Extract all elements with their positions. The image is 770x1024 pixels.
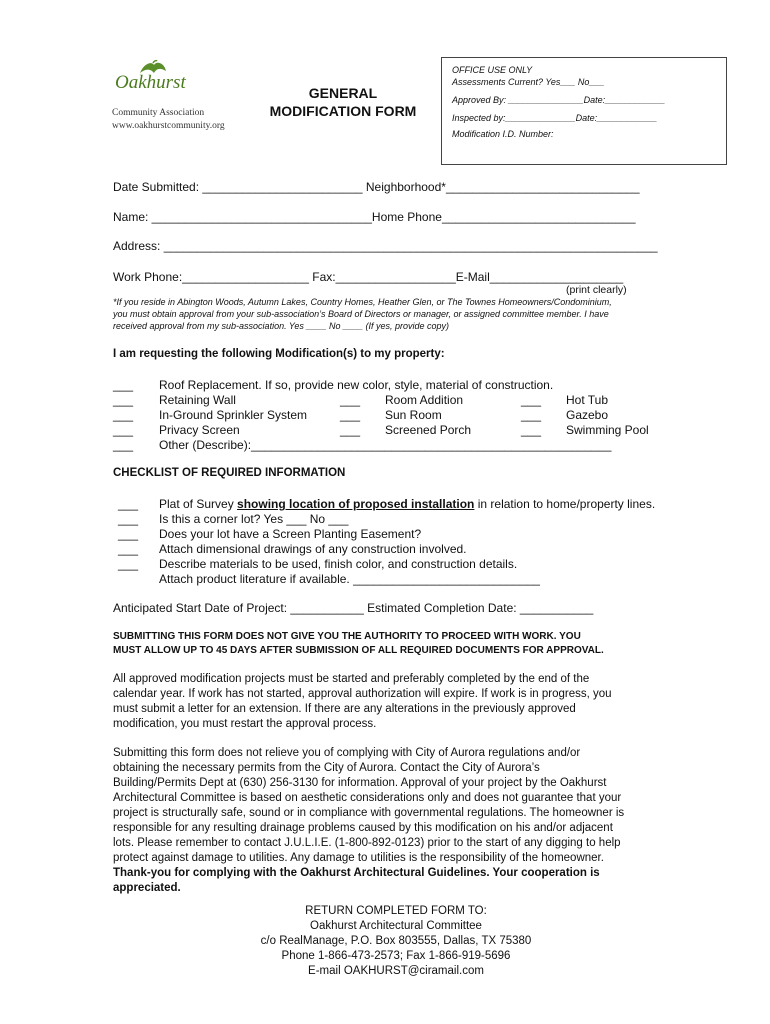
plat-text-c: in relation to home/property lines.: [474, 497, 656, 511]
return-phone-fax: Phone 1-866-473-2573; Fax 1-866-919-5696: [281, 950, 511, 962]
plat-checkbox[interactable]: ___: [118, 497, 139, 511]
project-dates-field[interactable]: Anticipated Start Date of Project: ___________ Estimated Completion Date: ___________: [113, 601, 594, 615]
para2-line: obtaining the necessary permits from the City of Aurora. Contact the City of Aurora’s: [113, 762, 540, 774]
materials-checkbox[interactable]: ___: [118, 557, 139, 571]
retaining-wall-label: Retaining Wall: [159, 393, 236, 407]
materials-label: Describe materials to be used, finish color, and construction details.: [159, 557, 518, 571]
warning-line-1: SUBMITTING THIS FORM DOES NOT GIVE YOU THE AUTHORITY TO PROCEED WITH WORK. YOU: [113, 631, 581, 642]
sprinkler-label: In-Ground Sprinkler System: [159, 408, 308, 422]
drawings-checkbox[interactable]: ___: [118, 542, 139, 556]
thanks-line: appreciated.: [113, 882, 181, 894]
sun-room-checkbox[interactable]: ___: [340, 408, 361, 422]
work-fax-email-field[interactable]: Work Phone:___________________ Fax:__________________E-Mail____________________: [113, 270, 624, 284]
note-line-2: you must obtain approval from your sub-association’s Board of Directors or manager, or assigned committee member. I have: [113, 309, 609, 319]
approved-by: Approved By: _______________Date:____________: [452, 95, 666, 105]
pool-label: Swimming Pool: [566, 423, 649, 437]
easement-label: Does your lot have a Screen Planting Easement?: [159, 527, 422, 541]
plat-text-emphasis: showing location of proposed installation: [237, 497, 475, 511]
hot-tub-checkbox[interactable]: ___: [521, 393, 542, 407]
para1-line: All approved modification projects must be started and preferably completed by the end of the: [113, 673, 590, 685]
room-addition-checkbox[interactable]: ___: [340, 393, 361, 407]
privacy-screen-label: Privacy Screen: [159, 423, 240, 437]
date-neighborhood-field[interactable]: Date Submitted: ________________________ Neighborhood*_____________________________: [113, 180, 640, 194]
return-committee: Oakhurst Architectural Committee: [310, 920, 482, 932]
gazebo-checkbox[interactable]: ___: [521, 408, 542, 422]
para2-line: protect against damage to utilities. Any damage to utilities is the responsibility of the homeowner.: [113, 852, 604, 864]
screened-porch-label: Screened Porch: [385, 423, 472, 437]
para2-line: Submitting this form does not relieve you of complying with City of Aurora regulations and/or: [113, 747, 581, 759]
return-email: E-mail OAKHURST@ciramail.com: [308, 965, 484, 977]
retaining-wall-checkbox[interactable]: ___: [113, 393, 134, 407]
drawings-label: Attach dimensional drawings of any construction involved.: [159, 542, 467, 556]
note-line-1: *If you reside in Abington Woods, Autumn Lakes, Country Homes, Heather Glen, or The Townes Homeowners/Condominium,: [113, 297, 612, 307]
other-describe-field[interactable]: Other (Describe):______________________________________________________: [159, 438, 612, 452]
office-use-heading: OFFICE USE ONLY: [452, 65, 533, 75]
logo-text: Oakhurst: [115, 72, 186, 93]
office-use-box: [441, 57, 727, 165]
association-name: Community Association: [112, 108, 205, 118]
roof-checkbox[interactable]: ___: [113, 378, 134, 392]
association-website: www.oakhurstcommunity.org: [112, 121, 225, 131]
hot-tub-label: Hot Tub: [566, 393, 609, 407]
title-line-1: GENERAL: [308, 85, 378, 101]
request-heading: I am requesting the following Modification(s) to my property:: [113, 348, 445, 360]
corner-lot-label: Is this a corner lot? Yes ___ No ___: [159, 512, 349, 526]
other-checkbox[interactable]: ___: [113, 438, 134, 452]
title-line-2: MODIFICATION FORM: [269, 103, 417, 119]
address-field[interactable]: Address: __________________________________________________________________________: [113, 239, 658, 253]
para1-line: must submit a letter for an extension. If there are any alterations in the previously approved: [113, 703, 576, 715]
product-literature-field[interactable]: Attach product literature if available. ____________________________: [159, 572, 540, 586]
sub-association-note: [113, 296, 612, 332]
form-title: [255, 84, 431, 120]
approval-expiry-paragraph: [113, 672, 612, 732]
note-line-3: received approval from my sub-association. Yes ____ No ____ (If yes, provide copy): [113, 321, 450, 331]
para1-line: calendar year. If work has not started, approval authorization will expire. If work is in progress, you: [113, 688, 612, 700]
sprinkler-checkbox[interactable]: ___: [113, 408, 134, 422]
checklist-heading: CHECKLIST OF REQUIRED INFORMATION: [113, 467, 346, 479]
easement-checkbox[interactable]: ___: [118, 527, 139, 541]
para2-line: Architectural Committee is based on aesthetic considerations only and does not guarantee that your: [113, 792, 622, 804]
regulations-paragraph: [113, 746, 624, 896]
return-heading: RETURN COMPLETED FORM TO:: [305, 905, 487, 917]
assessments-current: Assessments Current? Yes___ No___: [452, 77, 605, 87]
para2-line: project is structurally safe, sound or in compliance with governmental regulations. The homeowner is: [113, 807, 625, 819]
plat-label: [159, 497, 655, 511]
warning-line-2: MUST ALLOW UP TO 45 DAYS AFTER SUBMISSION OF ALL REQUIRED DOCUMENTS FOR APPROVAL.: [113, 645, 604, 656]
modification-id: Modification I.D. Number:: [452, 129, 554, 139]
para2-line: lots. Please remember to contact J.U.L.I.E. (1-800-892-0123) prior to the start of any digging to help: [113, 837, 621, 849]
print-clearly-note: (print clearly): [566, 284, 627, 296]
screened-porch-checkbox[interactable]: ___: [340, 423, 361, 437]
inspected-by: Inspected by:______________Date:____________: [452, 113, 658, 123]
plat-text-a: Plat of Survey: [159, 497, 238, 511]
corner-lot-checkbox[interactable]: ___: [118, 512, 139, 526]
gazebo-label: Gazebo: [566, 408, 609, 422]
para2-line: Building/Permits Dept at (630) 256-3130 for information. Approval of your project by the Oakhurst: [113, 777, 607, 789]
return-address: [113, 904, 679, 979]
name-phone-field[interactable]: Name: _________________________________Home Phone_____________________________: [113, 210, 636, 224]
return-mailing-address: c/o RealManage, P.O. Box 803555, Dallas, TX 75380: [260, 935, 532, 947]
privacy-screen-checkbox[interactable]: ___: [113, 423, 134, 437]
para2-line: responsible for any resulting drainage problems caused by this modification on his and/or adjacent: [113, 822, 613, 834]
sun-room-label: Sun Room: [385, 408, 442, 422]
para1-line: modification, you must restart the approval process.: [113, 718, 377, 730]
room-addition-label: Room Addition: [385, 393, 464, 407]
pool-checkbox[interactable]: ___: [521, 423, 542, 437]
authority-warning: [113, 630, 604, 658]
roof-label: Roof Replacement. If so, provide new color, style, material of construction.: [159, 378, 554, 392]
thanks-line: Thank-you for complying with the Oakhurst Architectural Guidelines. Your cooperation is: [113, 867, 600, 879]
